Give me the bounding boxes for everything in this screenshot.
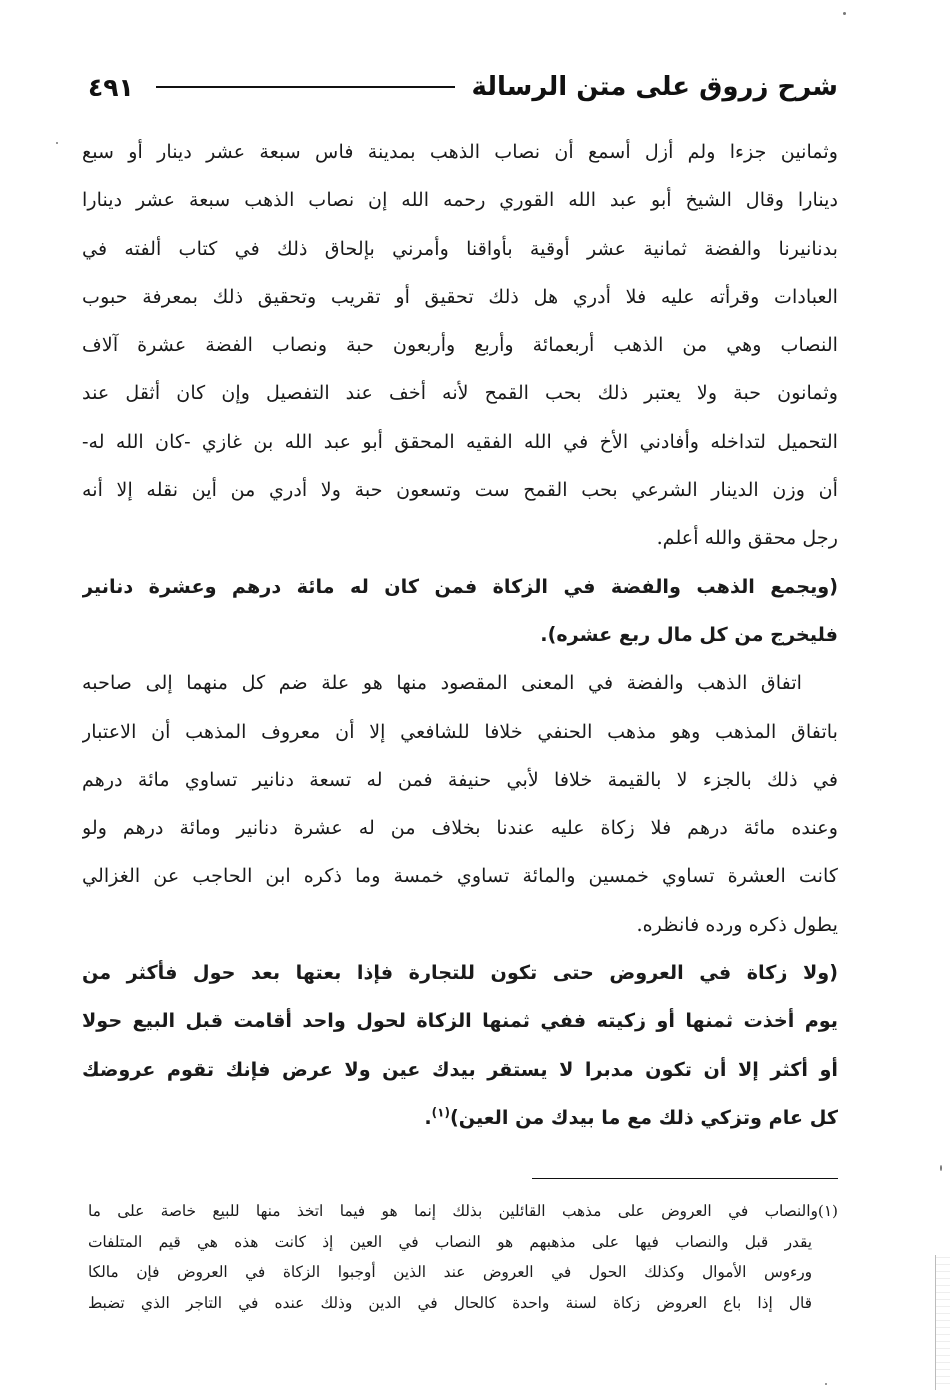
- text-line: بدنانيرنا والفضة ثمانية عشر أوقية بأواقنا وأمرني بإلحاق ذلك في كتاب ألفته في: [82, 236, 838, 260]
- text-line: يوم أخذت ثمنها أو زكيته ففي ثمنها الزكاة لحول واحد أقامت قبل البيع حولا: [82, 1009, 838, 1033]
- commentary-paragraph-1: [82, 128, 838, 563]
- scan-speck: [825, 1383, 827, 1385]
- footnote-line: ورءوس الأموال وكذلك الحول في العروض عند الذين أوجبوا الزكاة في العروض فإن مالكا: [88, 1263, 812, 1281]
- text-line: (ولا زكاة في العروض حتى تكون للتجارة فإذا بعتها بعد حول فأكثر من: [82, 961, 838, 985]
- text-line: فليخرج من كل مال ربع عشره).: [540, 622, 838, 646]
- running-header: [88, 62, 838, 112]
- footnote-block: [88, 1196, 838, 1318]
- text-line: النصاب وهي من الذهب أربعمائة وأربع وأربعون حبة ونصاب الفضة عشرة آلاف: [82, 333, 838, 357]
- text-line: كانت العشرة تساوي خمسين والمائة تساوي خمسة وما ذكره ابن الحاجب عن الغزالي: [82, 864, 838, 888]
- scan-speck: [843, 12, 846, 15]
- text-line: [82, 1094, 838, 1142]
- body-text: [82, 128, 838, 1142]
- text-line: رجل محقق والله أعلم.: [656, 526, 838, 550]
- text-line: يطول ذكره ورده فانظره.: [636, 912, 838, 936]
- matn-quote-2: [82, 949, 838, 1142]
- text-line: باتفاق المذهب وهو مذهب الحنفي خلافا للشافعي إلا أن معروف المذهب أن الاعتبار: [82, 719, 838, 743]
- running-title: شرح زروق على متن الرسالة: [471, 72, 838, 102]
- text-line: أن وزن الدينار الشرعي بحب القمح ست وتسعون حبة ولا أدري من أين نقله إلا أنه: [82, 478, 838, 502]
- footnote-line: يقدر قبل والنصاب فيها على مذهبهم هو النصاب في العين إذ كانت هذه هي قيم المتلفات: [88, 1232, 812, 1251]
- commentary-paragraph-2: [82, 659, 838, 949]
- text-line: أو أكثر إلا أن تكون مدبرا لا يستقر بيدك عين ولا عرض فإنك تقوم عروضك: [82, 1057, 838, 1081]
- scan-edge: [935, 1255, 950, 1390]
- text-line: اتفاق الذهب والفضة في المعنى المقصود منها هو علة ضم كل منهما إلى صاحبه: [82, 671, 802, 695]
- footnote-text: والنصاب في العروض على مذهب القائلين بذلك إنما هو فيما اتخذ منها للبيع خاصة على ما: [88, 1202, 818, 1220]
- page-number: ٤٩١: [88, 72, 134, 102]
- text-line: وعنده مائة درهم فلا زكاة عليه عندنا بخلاف من له عشرة دنانير ومائة درهم ولو: [82, 816, 838, 840]
- scan-speck: [56, 142, 58, 144]
- text-line: (ويجمع الذهب والفضة في الزكاة فمن كان له مائة درهم وعشرة دنانير: [82, 574, 838, 598]
- matn-quote-1: [82, 563, 838, 660]
- footnote-separator: [532, 1178, 838, 1179]
- text-segment: .: [424, 1105, 432, 1129]
- text-line: وثمانون حبة ولا يعتبر ذلك بحب القمح لأنه أخف عند التفصيل وإن كان أثقل عند: [82, 381, 838, 405]
- text-line: دينارا وقال الشيخ أبو عبد الله القوري رحمه الله إن نصاب الذهب سبعة عشر دينارا: [82, 188, 838, 212]
- text-line: وثمانين جزءا ولم أزل أسمع أن نصاب الذهب بمدينة فاس سبعة عشر دينار أو سبع: [82, 140, 838, 163]
- scan-speck: [940, 1165, 942, 1171]
- text-line: في ذلك بالجزء لا بالقيمة خلافا لأبي حنيفة فمن له تسعة دنانير تساوي مائة درهم: [82, 767, 838, 791]
- header-rule: [156, 86, 456, 88]
- text-segment: كل عام وتزكي ذلك مع ما بيدك من العين): [449, 1105, 838, 1129]
- text-line: العبادات وقرأته عليه فلا أدري هل ذلك تحقيق أو تقريب وتحقيق ذلك بمعرفة حبوب: [82, 284, 838, 308]
- footnote-marker: (١): [817, 1202, 838, 1220]
- footnote-reference[interactable]: (١): [431, 1105, 450, 1120]
- footnote-line: [88, 1196, 838, 1227]
- text-line: التحميل لتداخله وأفادني الأخ في الله الفقيه المحقق أبو عبد الله بن غازي -كان الله له-: [82, 429, 838, 453]
- footnote-line: قال إذا باع العروض زكاة لسنة واحدة كالحال في الدين وذلك عنده في التاجر الذي تضبط: [88, 1293, 812, 1312]
